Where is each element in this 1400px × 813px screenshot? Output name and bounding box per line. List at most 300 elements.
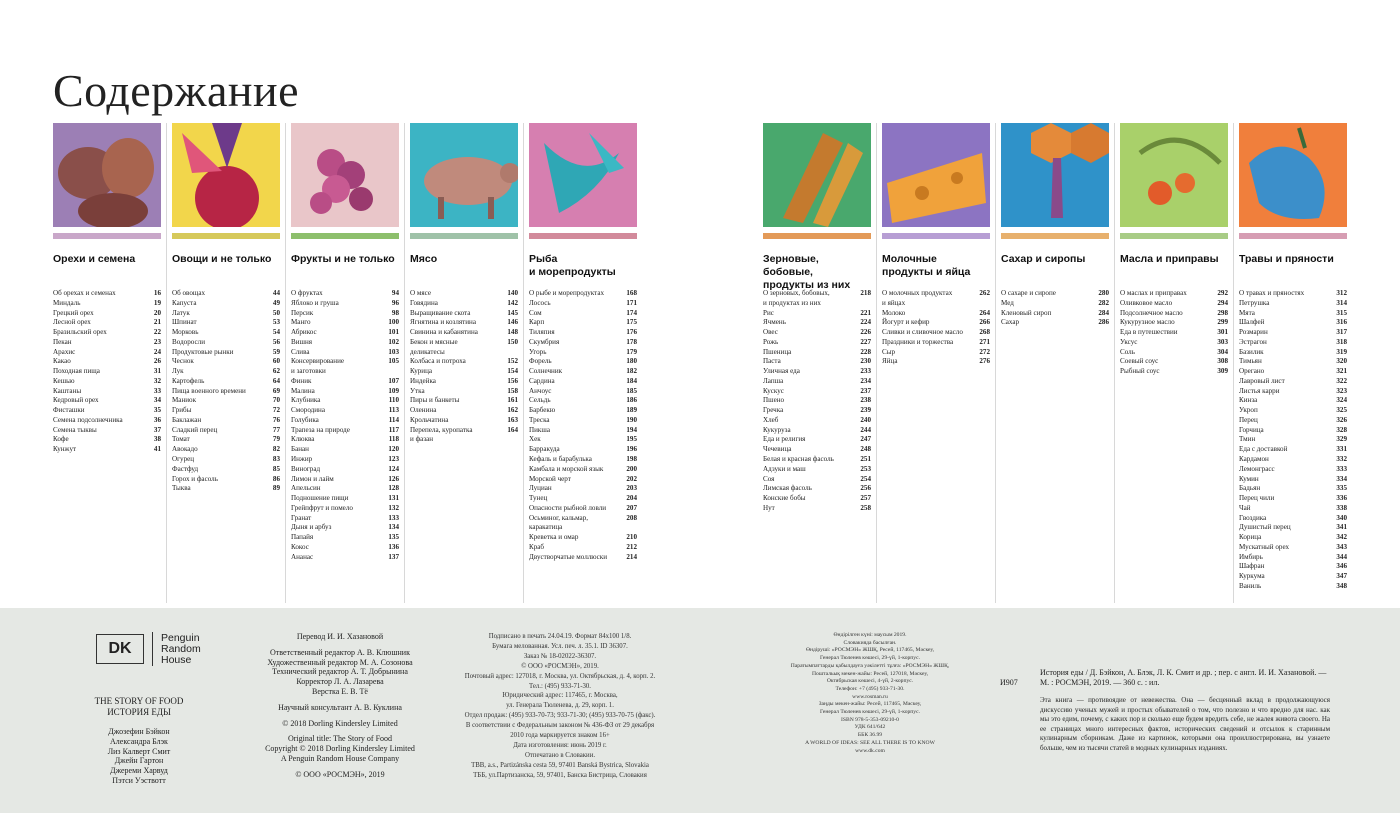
logo-divider [152,632,153,666]
toc-entry[interactable] [1239,553,1347,563]
toc-entry-title: Двустворчатые моллюски [529,552,607,561]
contents-column [529,123,637,562]
section-heading: Масла и приправы [1120,253,1219,265]
toc-entry[interactable] [882,318,990,328]
toc-entry-page: 35 [153,406,161,415]
toc-entry[interactable] [529,514,637,534]
toc-entry[interactable] [882,348,990,358]
colophon [0,608,1400,813]
toc-entry[interactable] [529,445,637,455]
toc-entry-page: 82 [272,445,280,454]
toc-entry[interactable] [53,348,161,358]
toc-entry[interactable] [172,348,280,358]
toc-entry[interactable] [763,387,871,397]
toc-entry[interactable] [291,553,399,563]
toc-entry-title: Бадьян [1239,484,1261,493]
toc-entry[interactable] [410,406,518,416]
toc-entry-title: Соль [1120,347,1135,356]
toc-entry-page: 333 [1336,464,1347,473]
toc-entry[interactable] [529,435,637,445]
toc-entry[interactable] [1239,357,1347,367]
toc-entry-page: 126 [388,474,399,483]
toc-entry[interactable] [763,357,871,367]
toc-entry[interactable] [529,396,637,406]
toc-entry[interactable] [763,416,871,426]
toc-entry[interactable] [1239,328,1347,338]
toc-entry[interactable] [529,426,637,436]
toc-entry[interactable] [763,328,871,338]
toc-entry-title: Баклажан [172,415,202,424]
toc-entry[interactable] [1120,348,1228,358]
toc-entry[interactable] [1120,318,1228,328]
toc-entry[interactable] [53,318,161,328]
toc-entry[interactable] [529,357,637,367]
toc-entry-title: Укроп [1239,406,1258,415]
toc-entry-title: Дыня и арбуз [291,523,332,532]
toc-entry-page: 230 [860,357,871,366]
toc-entry[interactable] [53,357,161,367]
toc-entry[interactable] [1239,523,1347,533]
toc-entry[interactable] [1239,377,1347,387]
toc-entry[interactable] [410,387,518,397]
toc-entry[interactable] [1239,348,1347,358]
section-color-bar [53,233,161,239]
toc-entry[interactable] [291,533,399,543]
toc-entry-title: Лемонграсс [1239,464,1275,473]
toc-entry[interactable] [291,328,399,338]
toc-entry[interactable] [172,465,280,475]
toc-entry[interactable] [1239,543,1347,553]
toc-entry-title: О мясе [410,289,432,297]
contents-column [1001,123,1109,328]
toc-entry[interactable] [763,455,871,465]
toc-entry[interactable] [291,377,399,387]
toc-entry-title: Абрикос [291,328,317,337]
toc-entry[interactable] [763,338,871,348]
column-divider [876,123,877,603]
toc-entry[interactable] [529,533,637,543]
toc-entry[interactable] [1239,475,1347,485]
toc-entry[interactable] [53,377,161,387]
section-heading: Травы и пряности [1239,253,1334,265]
toc-entry-title: Перец чили [1239,494,1275,503]
toc-entry-page: 72 [272,406,280,415]
toc-entry[interactable] [172,309,280,319]
toc-entry-page: 227 [860,337,871,346]
toc-entry[interactable] [53,309,161,319]
toc-entry-title: Еда в путешествии [1120,328,1178,337]
toc-entry[interactable] [529,299,637,309]
toc-entry-page: 162 [507,406,518,415]
toc-entry[interactable] [1239,338,1347,348]
toc-entry-page: 69 [272,386,280,395]
toc-entry[interactable] [1239,504,1347,514]
toc-entry[interactable] [763,504,871,514]
toc-entry-title: О травах и пряностях [1239,289,1305,297]
toc-entry[interactable] [410,289,518,299]
toc-entry[interactable] [1001,309,1109,319]
toc-entry[interactable] [529,465,637,475]
toc-entry-page: 253 [860,464,871,473]
toc-entry[interactable] [763,367,871,377]
toc-entry-page: 334 [1336,474,1347,483]
toc-entry[interactable] [172,445,280,455]
toc-entry-page: 325 [1336,406,1347,415]
toc-entry[interactable] [529,504,637,514]
toc-entry[interactable] [410,338,518,358]
toc-entry-title: Осьминог, кальмар, каракатица [529,513,589,532]
toc-entry-title: Еда и религия [763,435,806,444]
toc-entry[interactable] [410,318,518,328]
toc-entry-title: Курица [410,367,433,376]
toc-entry-title: Овес [763,328,778,337]
toc-entry[interactable] [529,406,637,416]
toc-entry[interactable] [291,455,399,465]
toc-entry[interactable] [53,445,161,455]
toc-entry-page: 308 [1217,357,1228,366]
toc-entry[interactable] [763,289,871,309]
toc-entry[interactable] [410,416,518,426]
toc-entry[interactable] [53,289,161,299]
toc-entry[interactable] [763,426,871,436]
toc-entry-page: 248 [860,445,871,454]
toc-entry[interactable] [172,328,280,338]
toc-entry-title: Пшено [763,396,785,405]
toc-entry[interactable] [763,475,871,485]
toc-entry[interactable] [172,377,280,387]
toc-entry-page: 233 [860,367,871,376]
toc-entry[interactable] [529,318,637,328]
toc-entry[interactable] [763,484,871,494]
toc-entry[interactable] [763,494,871,504]
toc-entry[interactable] [53,406,161,416]
toc-entry-title: Оливковое масло [1120,298,1173,307]
toc-entry[interactable] [172,406,280,416]
toc-entry-page: 135 [388,533,399,542]
toc-entry[interactable] [882,357,990,367]
toc-entry[interactable] [291,523,399,533]
toc-entry[interactable] [1239,289,1347,299]
contents-column [1239,123,1347,592]
toc-entry[interactable] [882,289,990,309]
toc-entry-page: 34 [153,396,161,405]
toc-entry-page: 196 [626,445,637,454]
toc-entry-title: Семена тыквы [53,425,97,434]
section-entries [1001,289,1109,328]
toc-entry[interactable] [172,426,280,436]
toc-entry-title: Лимон и лайм [291,474,334,483]
toc-entry[interactable] [291,348,399,358]
toc-entry[interactable] [529,475,637,485]
toc-entry[interactable] [172,357,280,367]
toc-entry[interactable] [763,348,871,358]
toc-entry[interactable] [410,357,518,367]
toc-entry[interactable] [1239,572,1347,582]
toc-entry-title: Смородина [291,406,326,415]
toc-entry-title: Лесной орех [53,318,91,327]
toc-entry[interactable] [410,426,518,446]
toc-entry-title: Кедровый орех [53,396,99,405]
toc-entry-title: Угорь [529,347,547,356]
toc-entry[interactable] [53,367,161,377]
toc-entry-title: Краб [529,542,545,551]
toc-entry[interactable] [1239,318,1347,328]
toc-entry[interactable] [291,396,399,406]
toc-entry-page: 207 [626,503,637,512]
toc-entry-title: Душистый перец [1239,523,1291,532]
toc-entry[interactable] [1239,367,1347,377]
toc-entry[interactable] [410,328,518,338]
toc-entry[interactable] [172,435,280,445]
toc-entry[interactable] [53,396,161,406]
toc-entry-title: Яйца [882,357,898,366]
toc-entry[interactable] [529,416,637,426]
toc-entry[interactable] [291,387,399,397]
toc-entry[interactable] [172,416,280,426]
toc-entry[interactable] [1001,289,1109,299]
toc-entry[interactable] [291,338,399,348]
toc-entry[interactable] [529,553,637,563]
toc-entry[interactable] [529,387,637,397]
toc-entry[interactable] [1239,416,1347,426]
toc-entry[interactable] [1239,514,1347,524]
toc-entry-page: 180 [626,357,637,366]
toc-entry[interactable] [763,465,871,475]
toc-entry[interactable] [172,289,280,299]
toc-entry[interactable] [529,289,637,299]
toc-entry[interactable] [1239,299,1347,309]
toc-entry[interactable] [529,328,637,338]
toc-entry[interactable] [291,299,399,309]
toc-entry[interactable] [1239,484,1347,494]
toc-entry[interactable] [53,299,161,309]
toc-entry[interactable] [529,309,637,319]
toc-entry-title: Мускатный орех [1239,542,1290,551]
toc-entry-title: Рыбный соус [1120,367,1160,376]
toc-entry[interactable] [1120,328,1228,338]
toc-entry[interactable] [172,367,280,377]
toc-entry[interactable] [53,435,161,445]
toc-entry[interactable] [291,484,399,494]
toc-entry[interactable] [882,328,990,338]
toc-entry-title: Грецкий орех [53,308,94,317]
toc-entry-page: 317 [1336,328,1347,337]
toc-entry-page: 140 [507,289,518,297]
toc-entry-title: Молоко [882,308,906,317]
toc-entry-page: 348 [1336,581,1347,590]
section-color-bar [529,233,637,239]
toc-entry-page: 204 [626,494,637,503]
toc-entry[interactable] [529,377,637,387]
toc-entry[interactable] [410,299,518,309]
toc-entry[interactable] [1120,338,1228,348]
toc-entry-title: Кардамон [1239,455,1269,464]
section-illustration [1001,123,1109,227]
toc-entry[interactable] [410,367,518,377]
toc-entry-title: Гречка [763,406,784,415]
toc-entry-page: 105 [388,357,399,366]
toc-entry-page: 346 [1336,562,1347,571]
toc-entry-page: 284 [1098,308,1109,317]
toc-entry[interactable] [291,318,399,328]
toc-entry-page: 312 [1336,289,1347,297]
bib-main: История еды / Д. Бэйкон, А. Блэк, Л. К. Смит и др. ; пер. с англ. И. И. Хазановой. — М. : РОСМЭН, 2019. — 360 с. : ил. [1040,668,1327,687]
toc-entry[interactable] [291,475,399,485]
column-divider [1233,123,1234,603]
toc-entry-title: Солнечник [529,367,563,376]
toc-entry-title: Ячмень [763,318,786,327]
toc-entry[interactable] [1239,435,1347,445]
toc-entry[interactable] [763,406,871,416]
toc-entry[interactable] [1120,367,1228,377]
toc-entry[interactable] [53,426,161,436]
toc-entry[interactable] [291,445,399,455]
toc-entry-page: 19 [153,298,161,307]
toc-entry[interactable] [1239,582,1347,592]
toc-entry[interactable] [1120,299,1228,309]
toc-entry[interactable] [53,387,161,397]
toc-entry[interactable] [882,309,990,319]
toc-entry[interactable] [1239,562,1347,572]
toc-entry-title: Авокадо [172,445,198,454]
toc-entry[interactable] [1001,318,1109,328]
toc-entry-title: Адзуки и маш [763,464,806,473]
toc-entry[interactable] [763,396,871,406]
toc-entry[interactable] [172,338,280,348]
toc-entry[interactable] [1239,533,1347,543]
toc-entry[interactable] [53,338,161,348]
toc-entry-title: Тимьян [1239,357,1262,366]
toc-entry[interactable] [291,406,399,416]
toc-entry-title: Грибы [172,406,192,415]
toc-entry[interactable] [1120,289,1228,299]
toc-entry-title: О зерновых, бобовых, и продуктах из них [763,289,830,307]
toc-entry[interactable] [1239,445,1347,455]
toc-entry[interactable] [172,475,280,485]
toc-entry[interactable] [291,543,399,553]
toc-entry-title: Уличная еда [763,367,800,376]
toc-entry-page: 83 [272,455,280,464]
toc-entry-page: 280 [1098,289,1109,297]
toc-entry[interactable] [529,494,637,504]
toc-entry[interactable] [1239,426,1347,436]
toc-entry-title: Какао [53,357,71,366]
toc-entry[interactable] [291,514,399,524]
toc-entry[interactable] [53,328,161,338]
toc-entry[interactable] [172,484,280,494]
toc-entry[interactable] [172,299,280,309]
toc-entry[interactable] [410,396,518,406]
toc-entry[interactable] [172,396,280,406]
toc-entry-title: Продуктовые рынки [172,347,234,356]
toc-entry[interactable] [1239,465,1347,475]
toc-entry[interactable] [529,338,637,348]
toc-entry-title: Ананас [291,552,314,561]
toc-entry[interactable] [410,309,518,319]
toc-entry[interactable] [291,289,399,299]
toc-entry[interactable] [1239,387,1347,397]
toc-entry-title: О фруктах [291,289,323,297]
toc-entry-page: 117 [388,425,399,434]
toc-entry-page: 338 [1336,503,1347,512]
toc-entry[interactable] [1239,396,1347,406]
toc-entry-page: 86 [272,474,280,483]
toc-entry[interactable] [172,318,280,328]
toc-entry[interactable] [410,377,518,387]
toc-entry[interactable] [291,465,399,475]
toc-entry-title: Листья карри [1239,386,1280,395]
toc-entry-title: Сельдь [529,396,551,405]
toc-entry[interactable] [291,426,399,436]
toc-entry-page: 266 [979,318,990,327]
toc-entry-title: Арахис [53,347,76,356]
toc-entry[interactable] [763,309,871,319]
toc-entry[interactable] [1239,309,1347,319]
section-entries [410,289,518,445]
toc-entry-page: 271 [979,337,990,346]
toc-entry[interactable] [1239,494,1347,504]
toc-entry-page: 226 [860,328,871,337]
toc-entry[interactable] [763,435,871,445]
toc-entry[interactable] [291,435,399,445]
toc-entry-title: Розмарин [1239,328,1268,337]
toc-entry-title: Клюква [291,435,315,444]
toc-entry-title: Голубика [291,415,319,424]
toc-entry[interactable] [1239,455,1347,465]
section-heading: Фрукты и не только [291,253,395,265]
toc-entry[interactable] [1239,406,1347,416]
toc-entry-page: 164 [507,425,518,434]
toc-entry-page: 54 [272,328,280,337]
toc-entry[interactable] [291,416,399,426]
toc-entry-title: Анчоус [529,386,552,395]
toc-entry[interactable] [529,484,637,494]
toc-entry[interactable] [763,445,871,455]
toc-entry-page: 238 [860,396,871,405]
toc-entry[interactable] [172,387,280,397]
toc-entry[interactable] [291,504,399,514]
toc-entry[interactable] [763,318,871,328]
toc-entry[interactable] [882,338,990,348]
toc-entry[interactable] [529,367,637,377]
section-color-bar [1001,233,1109,239]
toc-entry[interactable] [291,309,399,319]
toc-entry-page: 154 [507,367,518,376]
toc-entry-page: 152 [507,357,518,366]
toc-entry-title: Колбаса и потроха [410,357,466,366]
toc-entry[interactable] [1001,299,1109,309]
toc-entry-title: Кофе [53,435,69,444]
toc-entry[interactable] [1120,357,1228,367]
toc-entry-page: 309 [1217,367,1228,376]
toc-entry[interactable] [291,357,399,377]
toc-entry[interactable] [529,543,637,553]
toc-entry[interactable] [291,494,399,504]
toc-entry-title: Рожь [763,337,779,346]
toc-entry-page: 37 [153,425,161,434]
toc-entry-title: Оленина [410,406,437,415]
toc-entry-title: Нут [763,503,775,512]
toc-entry[interactable] [529,455,637,465]
toc-entry[interactable] [763,377,871,387]
bib-abstract: Эта книга — противоядие от невежества. Она — бесценный вклад в продолжающуюся дискуссию ученых мужей и простых обывателей о том, что полезно и что вредно для нас. как мы это едим, почему, с каких пор и сколько еще будем вредить себе, не жалея живота своего. На ее страницах много интересных фактов, исторических сведений и отсылок к старинным кулинарным сборникам. Даже из картинок, которыми она проиллюстрирована, вы узнаете больше, чем из тысячи статей в модных кулинарных изданиях. [1040,696,1330,752]
toc-entry-title: Финик [291,376,312,385]
toc-entry[interactable] [529,348,637,358]
toc-entry-page: 62 [272,367,280,376]
toc-entry[interactable] [53,416,161,426]
toc-entry[interactable] [172,455,280,465]
toc-entry[interactable] [1120,309,1228,319]
